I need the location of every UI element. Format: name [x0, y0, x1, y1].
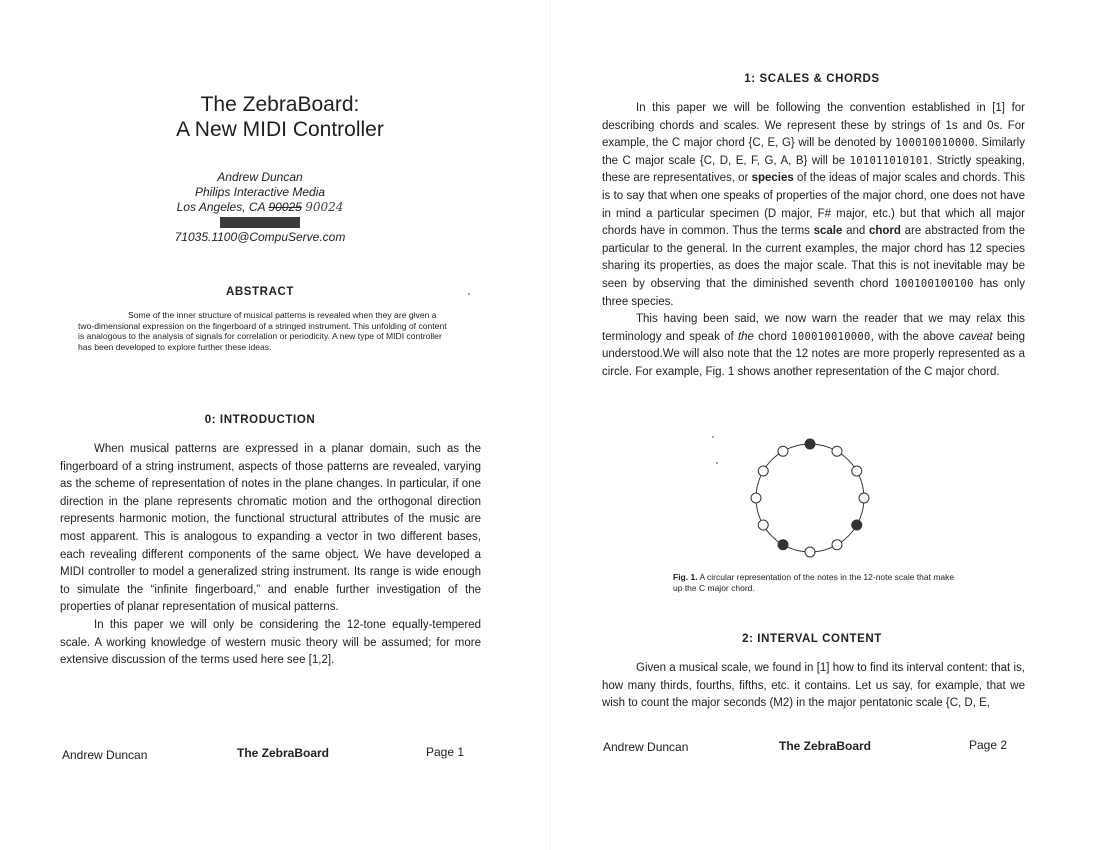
note-dot-empty: [778, 446, 788, 456]
note-dot-empty: [859, 493, 869, 503]
scan-speck: [712, 436, 714, 438]
note-dots: [751, 439, 869, 557]
caption-text: A circular representation of the notes in the 12-note scale that make up the C major chord.: [673, 572, 955, 593]
caption-label: Fig. 1.: [673, 572, 698, 582]
scan-speck: [468, 293, 470, 295]
chord-code: 100010010000: [791, 330, 871, 343]
author-address: [160, 200, 360, 215]
abstract-body: [78, 310, 454, 352]
italic-caveat: caveat: [958, 330, 993, 343]
note-dot-empty: [758, 466, 768, 476]
text-run: being understood.We will also note that the 12 notes are more properly represented as a circle. For example, Fig. 1 shows another representation of the C major chord.: [602, 330, 1025, 378]
scales-paragraph-1: [602, 100, 1025, 311]
interval-body: [602, 660, 1025, 713]
note-dot-filled: [778, 540, 788, 550]
scale-code: 101011010101: [849, 154, 930, 167]
text-run: In this paper we will be following the convention established in [1] for describing chords and scales. We represent these by strings of 1s and 0s. For example, the C major chord {C, E, G} will be denoted by: [602, 102, 1025, 150]
note-circle-ring: [756, 444, 864, 552]
term-chord: chord: [868, 225, 901, 238]
italic-the: the: [737, 330, 754, 343]
note-dot-filled: [805, 439, 815, 449]
redaction-mark: [220, 217, 300, 228]
term-scale: scale: [813, 225, 843, 238]
scan-speck: [716, 462, 718, 464]
note-dot-empty: [832, 540, 842, 550]
term-species: species: [751, 172, 794, 185]
footer-author-1: Andrew Duncan: [62, 748, 148, 762]
abstract-paragraph: Some of the inner structure of musical patterns is revealed when they are given a two-dimensional expression on the fingerboard of a stringed instrument. This unfolding of content is analogous to the analysis of signals for correlation or periodicity. A new type of MIDI controller has been developed to explore further these ideas.: [78, 310, 447, 352]
text-run: chord: [753, 330, 792, 343]
scales-heading: 1: SCALES & CHORDS: [744, 73, 880, 85]
text-run: . Strictly speaking, these are representatives, or: [602, 154, 1025, 185]
text-run: are abstracted from the particular to the general. In the current examples, the major chord has 12 species sharing its properties, as does the major scale. That this is not inevitable may be seen by observing that the diminished seventh chord: [602, 225, 1025, 290]
chord-code: 100010010000: [895, 137, 975, 150]
text-run: This having been said, we now warn the reader that we may relax this terminology and speak of: [602, 313, 1025, 343]
intro-paragraph-2: In this paper we will only be considering the 12-tone equally-tempered scale. A working knowledge of western music theory will be assumed; for more extensive discussion of the terms used here see [1,2].: [60, 618, 481, 667]
author-city: Los Angeles, CA: [176, 200, 266, 214]
text-run: of the ideas of major scales and chords. This is to say that when one speaks of properties of the major chord, one does not have in mind a particular specimen (D major, F# major, etc.) but that which all major chords have in common. Thus the terms: [602, 172, 1025, 238]
page-divider: [550, 0, 551, 850]
author-name: Andrew Duncan: [217, 170, 303, 184]
intro-heading: 0: INTRODUCTION: [204, 414, 316, 426]
note-dot-empty: [852, 466, 862, 476]
figure-caption: [673, 572, 963, 594]
note-dot-empty: [751, 493, 761, 503]
footer-author-2: Andrew Duncan: [603, 740, 689, 754]
author-zip-struck: 90025: [268, 200, 302, 214]
text-run: has only three species.: [602, 277, 1025, 308]
scales-paragraph-2: [602, 311, 1025, 381]
intro-paragraph-1: When musical patterns are expressed in a planar domain, such as the fingerboard of a string instrument, aspects of those patterns are revealed, varying as the scheme of representation of notes in the plane changes. In particular, if one direction in the plane represents chromatic motion and the orthogonal direction represents harmonic motion, the functional structural attributes of the music are most apparent. This is analogous to expanding a vector in two different bases, each revealing different components of the same object. We have developed a MIDI controller to model a generalized string instrument. Its range is wide enough to simulate the “infinite fingerboard,” and enable further investigation of the properties of planar representation of musical patterns.: [60, 443, 481, 614]
note-dot-empty: [805, 547, 815, 557]
author-zip-handwritten: 90024: [305, 200, 344, 214]
interval-paragraph: Given a musical scale, we found in [1] how to find its interval content: that is, how many thirds, fourths, fifths, etc. it contains. Let us say, for example, that we wish to count the major seconds (M2) in the major pentatonic scale {C, D, E,: [602, 662, 1025, 710]
footer-page-2: Page 2: [969, 738, 1008, 752]
text-run: . Similarly the C major scale {C, D, E, F, G, A, B} will be: [602, 137, 1025, 167]
note-dot-empty: [758, 520, 768, 530]
scales-body: [602, 100, 1025, 382]
intro-body: [60, 441, 481, 670]
footer-title-1: The ZebraBoard: [237, 746, 330, 760]
text-run: and: [842, 225, 869, 238]
paper-title: [100, 92, 460, 142]
footer-title-2: The ZebraBoard: [779, 739, 872, 753]
author-email: 71035.1100@CompuServe.com: [174, 230, 346, 244]
interval-heading: 2: INTERVAL CONTENT: [742, 633, 882, 645]
title-line-1: The ZebraBoard:: [200, 93, 360, 116]
note-circle-figure: [740, 432, 880, 562]
text-run: , with the above: [870, 330, 959, 343]
abstract-heading: ABSTRACT: [225, 286, 295, 298]
dim7-code: 100100100100: [894, 277, 974, 290]
note-dot-filled: [852, 520, 862, 530]
author-block: [160, 170, 360, 245]
title-line-2: A New MIDI Controller: [176, 118, 384, 141]
footer-page-1: Page 1: [426, 745, 465, 759]
author-org: Philips Interactive Media: [194, 185, 326, 199]
note-dot-empty: [832, 446, 842, 456]
redacted-phone: [160, 215, 360, 230]
